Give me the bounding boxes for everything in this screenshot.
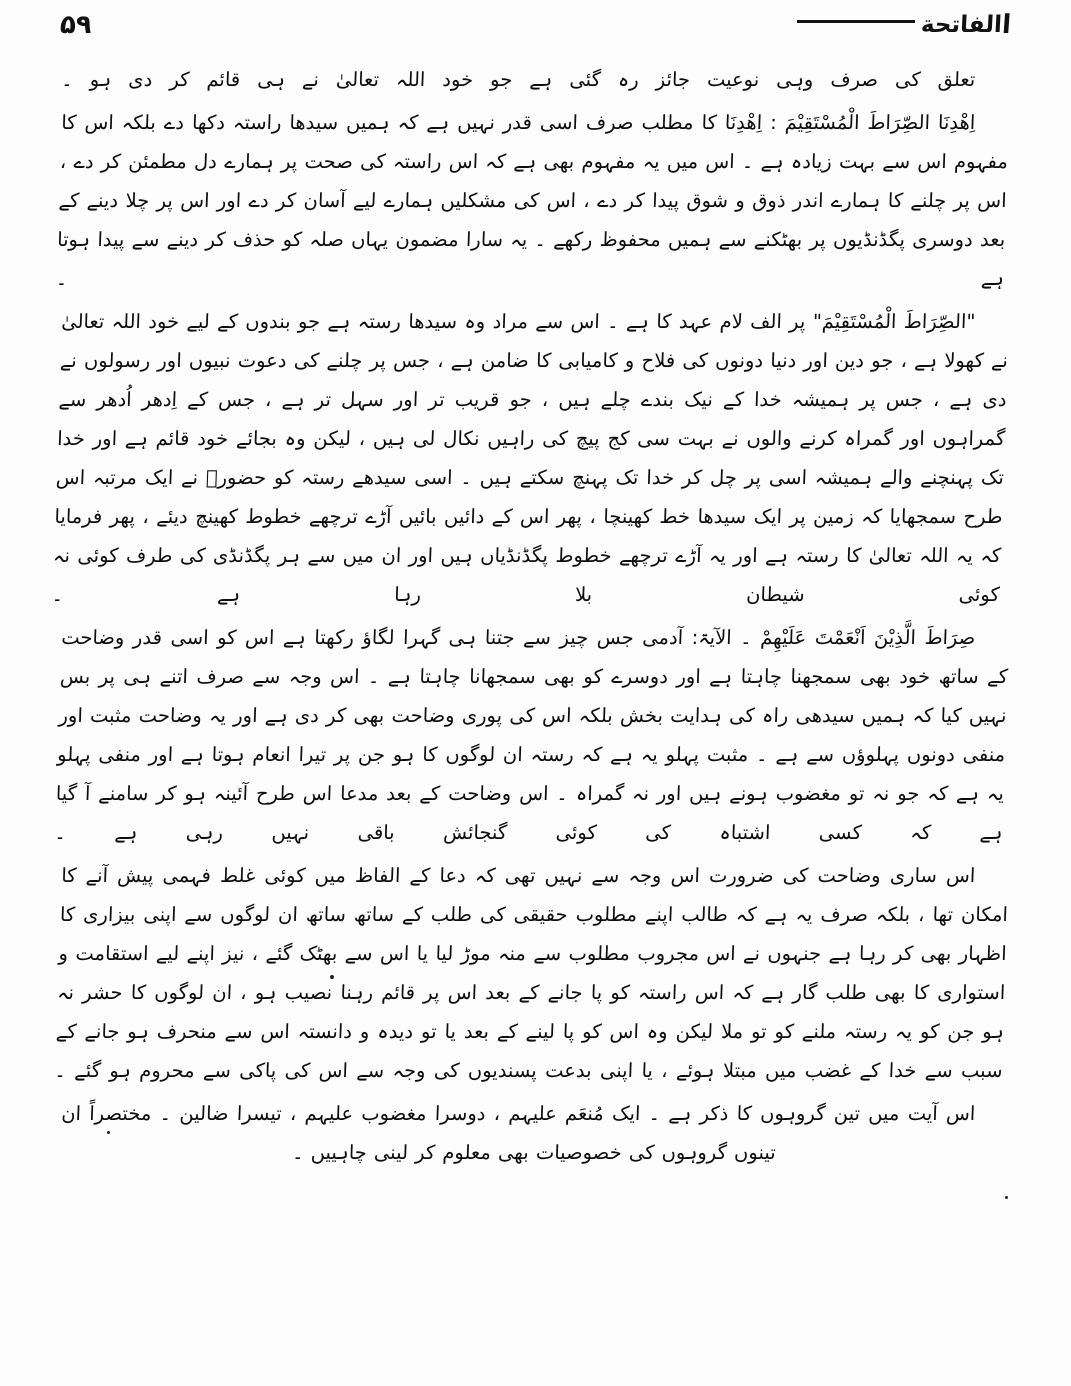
horizontal-rule-icon	[797, 20, 915, 23]
body-text	[51, 60, 1010, 1176]
ink-speck	[107, 1131, 110, 1134]
paragraph: تعلق کی صرف وہی نوعیت جائز رہ گئی ہے جو خود اللہ تعالیٰ نے ہی قائم کر دی ہو ۔	[60, 68, 976, 91]
paragraph: اِهْدِنَا الصِّرَاطَ الْمُسْتَقِيْمَ : اِهْدِنَا کا مطلب صرف اسی قدر نہیں ہے کہ ہمیں سیدھا راستہ دکھا دے بلکہ اس کا مفہوم اس سے بہت زیادہ ہے ۔ اس میں یہ مفہوم بھی ہے کہ اس راستہ کی صحت پر ہمارے دل مطمئن کر دے ، اس پر چلنے کا ہمارے اندر ذوق و شوق پیدا کر دے ، اس کی مشکلیں ہمارے لیے آسان کر دے اور اس پر چلا دینے کے بعد دوسری پگڈنڈیوں پر بھٹکنے سے ہمیں محفوظ رکھے ۔ یہ سارا مضمون یہاں صلہ کو حذف کر دینے سے پیدا ہوتا ہے ۔	[55, 111, 1009, 290]
ink-speck	[1005, 1196, 1008, 1199]
chapter-title: الفاتحة	[920, 12, 1003, 38]
paragraph: "الصِّرَاطَ الْمُسْتَقِيْمَ" پر الف لام عہد کا ہے ۔ اس سے مراد وہ سیدھا رستہ ہے جو بندوں کے لیے خود اللہ تعالیٰ نے کھولا ہے ، جو دین اور دنیا دونوں کی فلاح و کامیابی کا ضامن ہے ، جس پر چلنے کی دعوت نبیوں اور رسولوں نے دی ہے ، جس پر ہمیشہ خدا کے نیک بندے چلے ہیں ، جو قریب تر اور سہل تر ہے ، جس کے اِدھر اُدھر سے گمراہوں اور گمراہ کرنے والوں نے بہت سی کج پیچ کی راہیں نکال لی ہیں ، لیکن وہ بجائے خود قائم ہے اور خدا تک پہنچنے والے ہمیشہ اسی پر چل کر خدا تک پہنچ سکتے ہیں ۔ اسی سیدھے رستہ کو حضورؐ نے ایک مرتبہ اس طرح سمجھایا کہ زمین پر ایک سیدھا خط کھینچا ، پھر اس کے دائیں بائیں آڑے ترچھے خطوط کھینچ دیئے ، پھر فرمایا کہ یہ اللہ تعالیٰ کا رستہ ہے اور یہ آڑے ترچھے خطوط پگڈنڈیاں ہیں اور ان میں سے ہر پگڈنڈی کی طرف کوئی نہ کوئی شیطان بلا رہا ہے ۔	[51, 310, 1009, 606]
header-left-mark: ا	[1001, 10, 1013, 40]
header-title-group	[797, 10, 1011, 40]
paragraph: اس آیت میں تین گروہوں کا ذکر ہے ۔ ایک مُنعَم علیہم ، دوسرا مغضوب علیہم ، تیسرا ضالین ۔ مختصراً ان تینوں گروہوں کی خصوصیات بھی معلوم کر لینی چاہییں ۔	[60, 1102, 976, 1164]
paragraph: صِرَاطَ الَّذِيْنَ اَنْعَمْتَ عَلَيْهِمْ ۔ الآیۃ: آدمی جس چیز سے جتنا ہی گہرا لگاؤ رکھتا ہے اس کو اسی قدر وضاحت کے ساتھ خود بھی سمجھنا چاہتا ہے اور دوسرے کو بھی سمجھانا چاہتا ہے ۔ اس وجہ سے صرف اتنے ہی پر بس نہیں کیا کہ ہمیں سیدھی راہ کی ہدایت بخش بلکہ اس کی پوری وضاحت بھی کر دی ہے اور یہ وضاحت مثبت اور منفی دونوں پہلوؤں سے ہے ۔ مثبت پہلو یہ ہے کہ رستہ ان لوگوں کا ہو جن پر تیرا انعام ہوتا ہے اور منفی پہلو یہ ہے کہ جو نہ تو مغضوب ہونے ہیں اور نہ گمراہ ۔ اس وضاحت کے بعد مدعا اس طرح آئینہ ہو کر سامنے آ گیا ہے کہ کسی اشتباہ کی کوئی گنجائش باقی نہیں رہی ہے ۔	[54, 626, 1009, 844]
ink-speck	[330, 975, 334, 979]
page-number: ۵۹	[58, 10, 93, 40]
paragraph: اس ساری وضاحت کی ضرورت اس وجہ سے نہیں تھی کہ دعا کے الفاظ میں کوئی غلط فہمی پیش آنے کا امکان تھا ، بلکہ صرف یہ ہے کہ طالب اپنے مطلوب حقیقی کی طلب کے ساتھ ساتھ ان لوگوں سے اپنی بیزاری کا اظہار بھی کر رہا ہے جنہوں نے اس مجروب مطلوب سے منہ موڑ لیا یا اس سے بھٹک گئے ، نیز اپنے لیے استقامت و استواری کا بھی طلب گار ہے کہ اس راستہ کو پا جانے کے بعد اس پر قائم رہنا نصیب ہو ، ان لوگوں کا حشر نہ ہو جن کو یہ رستہ ملنے کو تو ملا لیکن وہ اس کو پا لینے کے بعد یا تو دیدہ و دانستہ اس سے منحرف ہو جانے کے سبب سے خدا کے غضب میں مبتلا ہوئے ، یا اپنی بدعت پسندیوں کی وجہ سے اس کی پاکی سے محروم ہو گئے ۔	[54, 864, 1009, 1082]
page-header	[60, 8, 1011, 42]
